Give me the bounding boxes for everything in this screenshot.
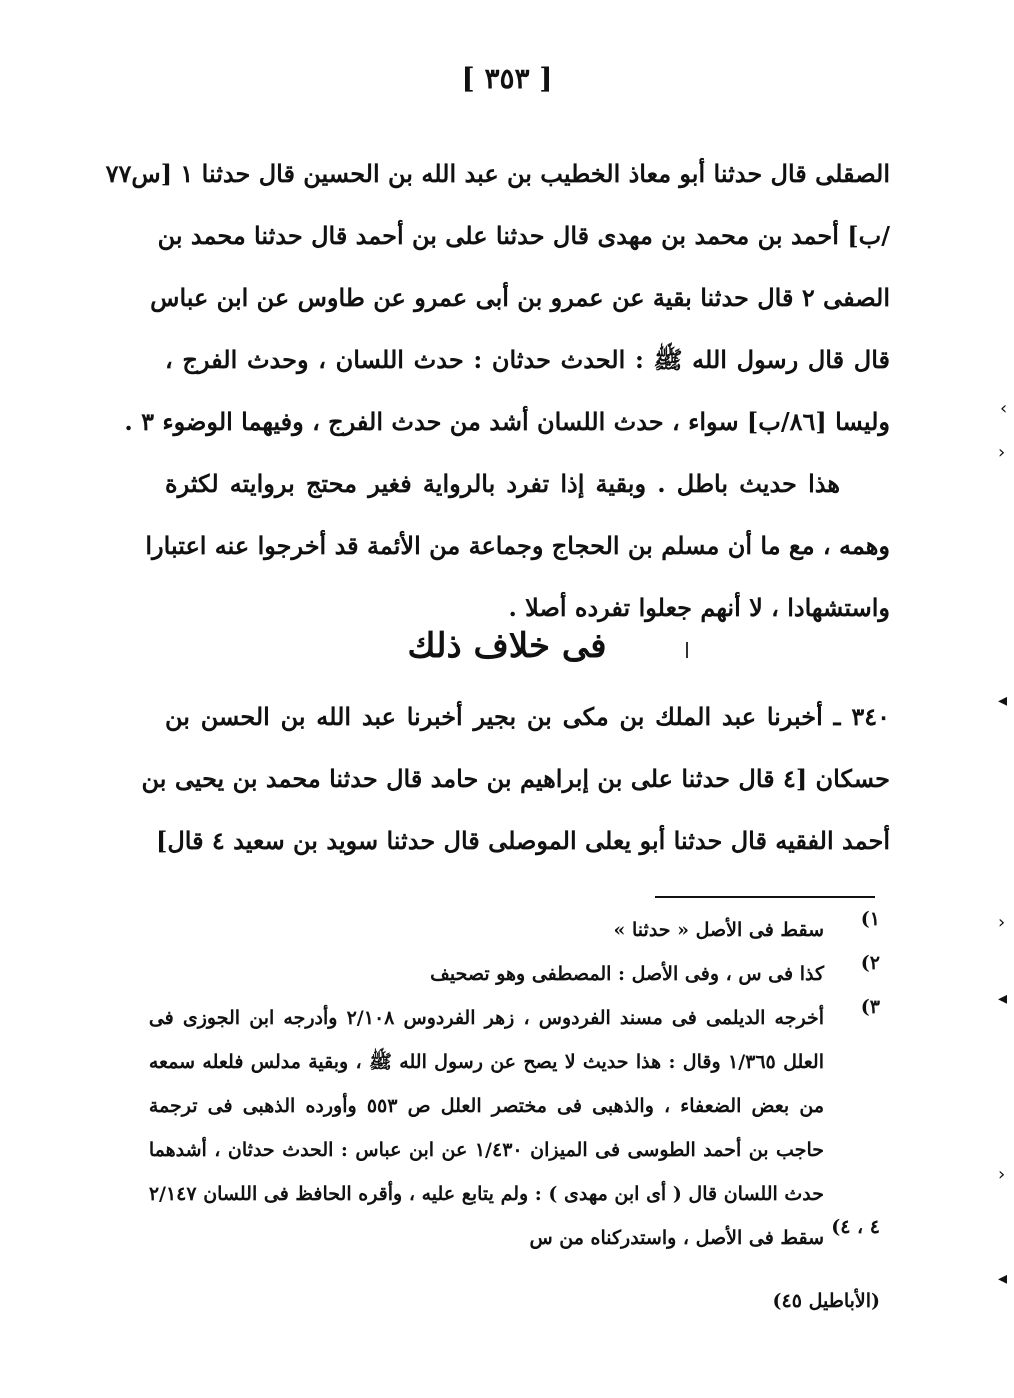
footnote: [148, 996, 880, 1216]
margin-mark: ◂: [998, 988, 1008, 1009]
text-line: أحمد الفقيه قال حدثنا أبو يعلى الموصلى قال حدثنا سويد بن سعيد ٤ قال]: [155, 826, 890, 855]
text-line: واستشهادا ، لا أنهم جعلوا تفرده أصلا .: [508, 593, 890, 622]
footnote-line: العلل ١/٣٦٥ وقال : هذا حديث لا يصح عن رسول الله ﷺ ، وبقية مدلس فلعله سمعه: [148, 1051, 824, 1073]
footnote-line: حدث اللسان قال ( أى ابن مهدى ) : ولم يتابع عليه ، وأقره الحافظ فى اللسان ٢/١٤٧: [148, 1183, 824, 1205]
text-line: الصفى ٢ قال حدثنا بقية عن عمرو بن أبى عمرو عن طاوس عن ابن عباس: [150, 283, 890, 312]
footnote-line: كذا فى س ، وفى الأصل : المصطفى وهو تصحيف: [430, 963, 824, 985]
footnote-number: ١): [860, 908, 880, 930]
footer-reference: (الأباطيل ٤٥): [772, 1290, 880, 1312]
footnote-number: ٢): [860, 952, 880, 974]
footnote-line: من بعض الضعفاء ، والذهبى فى مختصر العلل ص ٥٥٣ وأورده الذهبى فى ترجمة: [148, 1095, 824, 1117]
footnote: [160, 908, 880, 952]
text-line: حسكان [٤ قال حدثنا على بن إبراهيم بن حامد قال حدثنا محمد بن يحيى بن: [141, 764, 890, 793]
footnote-line: سقط فى الأصل « حدثنا »: [613, 919, 824, 941]
text-line: /ب] أحمد بن محمد بن مهدى قال حدثنا على بن أحمد قال حدثنا محمد بن: [157, 221, 890, 250]
margin-mark: ◂: [998, 1268, 1008, 1289]
footnote-divider: [655, 896, 875, 898]
footnote-number: ٤ ، ٤): [831, 1216, 880, 1238]
margin-mark: ‹: [1000, 398, 1008, 419]
footnote-number: ٣): [860, 996, 880, 1018]
hadith-text: [141, 686, 890, 872]
page-number: [ ٣٥٣ ]: [461, 62, 553, 95]
footnote-line: سقط فى الأصل ، واستدركناه من س: [529, 1227, 824, 1249]
text-line: وليسا [٨٦/ب] سواء ، حدث اللسان أشد من حدث الفرج ، وفيهما الوضوء ٣ .: [124, 407, 890, 436]
section-heading: فى خلاف ذلك: [407, 626, 607, 666]
text-line: الصقلى قال حدثنا أبو معاذ الخطيب بن عبد الله بن الحسين قال حدثنا ١ [س٧٧: [105, 159, 890, 188]
footnote: [160, 952, 880, 996]
print-mark: [686, 642, 688, 658]
text-line: وهمه ، مع ما أن مسلم بن الحجاج وجماعة من الأئمة قد أخرجوا عنه اعتبارا: [145, 531, 890, 560]
margin-mark: ›: [998, 442, 1006, 463]
footnote: [160, 1216, 880, 1260]
footnote-line: أخرجه الديلمى فى مسند الفردوس ، زهر الفردوس ٢/١٠٨ وأدرجه ابن الجوزى فى: [148, 1007, 824, 1029]
text-line: قال قال رسول الله ﷺ : الحدث حدثان : حدث اللسان ، وحدث الفرج ،: [165, 345, 890, 374]
margin-mark: ›: [998, 1164, 1006, 1185]
text-line: ٣٤٠ ـ أخبرنا عبد الملك بن مكى بن بجير أخبرنا عبد الله بن الحسن بن: [165, 702, 890, 731]
margin-mark: ›: [998, 912, 1006, 933]
margin-mark: ◂: [998, 690, 1008, 711]
footnote-line: حاجب بن أحمد الطوسى فى الميزان ١/٤٣٠ عن ابن عباس : الحدث حدثان ، أشدهما: [148, 1139, 824, 1161]
footnotes: [148, 908, 880, 1260]
main-text: [105, 143, 890, 639]
text-line: هذا حديث باطل . وبقية إذا تفرد بالرواية فغير محتج بروايته لكثرة: [165, 469, 840, 498]
